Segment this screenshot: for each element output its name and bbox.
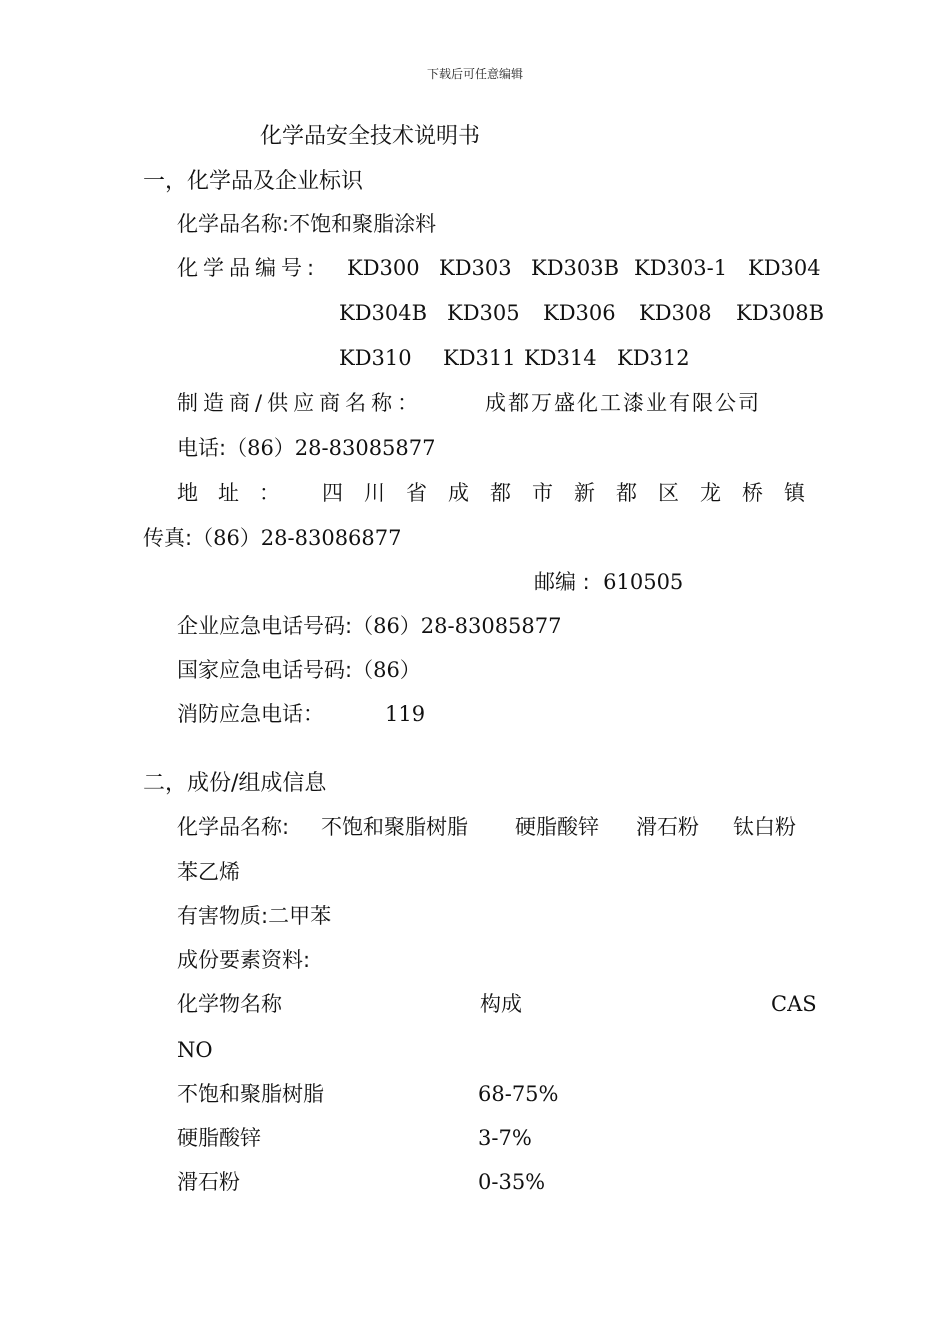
national-emergency-value: 86） <box>373 658 421 682</box>
column-header-composition: 构成 <box>480 992 522 1016</box>
hazard-value: 二甲苯 <box>268 904 332 928</box>
product-codes-row-1 <box>0 258 950 282</box>
row-percent: 68-75% <box>478 1082 559 1106</box>
row-percent: 0-35% <box>478 1170 546 1194</box>
table-header <box>0 994 950 1018</box>
address-char: 四 <box>322 481 343 505</box>
column-header-name: 化学物名称 <box>177 992 282 1016</box>
hazard-label: 有害物质: <box>177 904 269 928</box>
row-name: 不饱和聚脂树脂 <box>177 1082 324 1106</box>
emergency-phone-label: 企业应急电话号码:（ <box>177 614 374 638</box>
product-codes-row-2 <box>0 303 950 327</box>
supplier-label: 制造商/供应商名称： <box>177 391 424 415</box>
chem-name-continued: 苯乙烯 <box>177 860 240 884</box>
product-code: KD306 <box>543 301 616 325</box>
emergency-phone-line <box>177 616 562 637</box>
chem-name: 硬脂酸锌 <box>515 815 599 839</box>
page-header-note: 下载后可任意编辑 <box>426 67 523 81</box>
address-char: 成 <box>448 481 469 505</box>
phone-value: 86）28-83085877 <box>247 436 436 460</box>
product-codes-row-3 <box>0 348 950 372</box>
row-name: 滑石粉 <box>177 1170 240 1194</box>
address-char: 龙 <box>700 481 721 505</box>
table-row <box>0 1084 950 1108</box>
fax-label: 传真:（ <box>143 526 214 550</box>
product-name-line <box>177 214 436 235</box>
hazard-line <box>177 906 331 927</box>
postcode-value: 610505 <box>603 570 684 594</box>
product-code: KD304B <box>339 301 428 325</box>
address-char: 都 <box>490 481 511 505</box>
fax-line <box>143 528 402 549</box>
address-char: 都 <box>616 481 637 505</box>
chem-name: 滑石粉 <box>636 815 699 839</box>
national-emergency-line <box>177 660 421 681</box>
fire-phone-value: 119 <box>385 702 426 726</box>
product-code: KD303 <box>439 256 512 280</box>
address-char: 桥 <box>742 481 763 505</box>
chem-name: 不饱和聚脂树脂 <box>321 815 468 839</box>
address-char: 川 <box>364 481 385 505</box>
phone-line <box>177 438 436 459</box>
product-code: KD303B <box>531 256 620 280</box>
address-char: 区 <box>658 481 679 505</box>
address-char: 镇 <box>784 481 805 505</box>
product-code-label: 化学品编号: <box>177 256 320 280</box>
column-header-cas-continued: NO <box>177 1038 213 1062</box>
section-2-heading: 二，成份/组成信息 <box>143 771 327 796</box>
product-code: KD312 <box>617 346 690 370</box>
fire-phone-label: 消防应急电话： <box>177 702 324 726</box>
row-percent: 3-7% <box>478 1126 532 1150</box>
address-label: 地址： <box>177 481 300 505</box>
postcode-label: 邮编 : <box>534 570 590 594</box>
product-code: KD304 <box>748 256 821 280</box>
product-code: KD311 <box>443 346 516 370</box>
address-line <box>0 483 950 507</box>
address-char: 新 <box>574 481 595 505</box>
phone-label: 电话:（ <box>177 436 248 460</box>
table-row <box>0 1128 950 1152</box>
composition-label: 成份要素资料: <box>177 948 311 972</box>
row-name: 硬脂酸锌 <box>177 1126 261 1150</box>
chem-name-line <box>0 817 950 841</box>
product-code: KD310 <box>339 346 412 370</box>
product-code: KD300 <box>347 256 420 280</box>
document-title: 化学品安全技术说明书 <box>260 124 481 149</box>
address-char: 省 <box>406 481 427 505</box>
supplier-name: 成都万盛化工漆业有限公司 <box>485 391 761 415</box>
fax-value: 86）28-83086877 <box>213 526 402 550</box>
product-name-label: 化学品名称: <box>177 212 290 236</box>
chem-name-label: 化学品名称: <box>177 815 290 839</box>
emergency-phone-value: 86）28-83085877 <box>373 614 562 638</box>
product-code: KD314 <box>524 346 597 370</box>
product-code: KD308B <box>736 301 825 325</box>
postcode-line <box>534 572 683 593</box>
chem-name: 钛白粉 <box>733 815 796 839</box>
product-name-value: 不饱和聚脂涂料 <box>289 212 437 236</box>
table-row <box>0 1172 950 1196</box>
section-1-heading: 一，化学品及企业标识 <box>143 169 364 194</box>
product-code: KD303-1 <box>634 256 728 280</box>
national-emergency-label: 国家应急电话号码:（ <box>177 658 374 682</box>
product-code: KD305 <box>447 301 520 325</box>
column-header-cas: CAS <box>771 992 817 1016</box>
product-code: KD308 <box>639 301 712 325</box>
address-char: 市 <box>532 481 553 505</box>
